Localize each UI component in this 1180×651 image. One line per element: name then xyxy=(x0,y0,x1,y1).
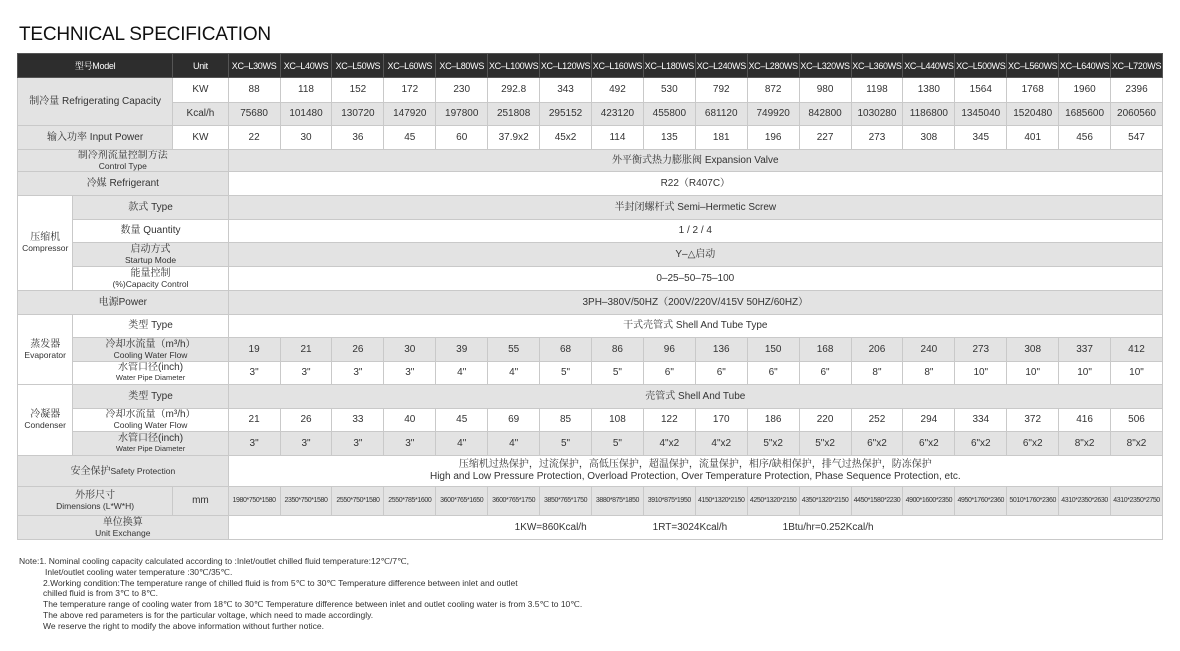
dimensions-label: 外形尺寸 Dimensions (L*W*H) xyxy=(18,487,173,516)
value-cell: 6" xyxy=(695,362,747,385)
value-cell: 6"x2 xyxy=(1007,432,1059,456)
value-cell: 30 xyxy=(384,338,436,362)
value-cell: 4" xyxy=(488,362,540,385)
compressor-start-row xyxy=(18,243,1163,267)
value-cell: 170 xyxy=(695,409,747,432)
value-cell: 2550*785*1600 xyxy=(384,487,436,516)
value-cell: 3" xyxy=(280,362,332,385)
value-cell: 206 xyxy=(851,338,903,362)
model-cell: XC–L360WS xyxy=(851,54,903,78)
value-cell: 1030280 xyxy=(851,103,903,126)
value-cell: 60 xyxy=(436,126,488,150)
control-label: 制冷剂流量控制方法 Control Type xyxy=(18,150,229,172)
value-cell: 86 xyxy=(591,338,643,362)
safety-row xyxy=(18,456,1163,487)
value-cell: 227 xyxy=(799,126,851,150)
value-cell: 980 xyxy=(799,78,851,103)
compressor-cap-row xyxy=(18,267,1163,291)
value-cell: 4" xyxy=(436,432,488,456)
value-cell: 6" xyxy=(799,362,851,385)
compressor-qty-row xyxy=(18,220,1163,243)
note-line: chilled fluid is from 3℃ to 8℃. xyxy=(43,588,158,599)
value-cell: 2350*750*1580 xyxy=(280,487,332,516)
value-cell: 792 xyxy=(695,78,747,103)
value-cell: 108 xyxy=(591,409,643,432)
value-cell: 152 xyxy=(332,78,384,103)
value-cell: 3910*875*1950 xyxy=(643,487,695,516)
model-cell: XC–L320WS xyxy=(799,54,851,78)
value-cell: 401 xyxy=(1007,126,1059,150)
value-cell: 10" xyxy=(1059,362,1111,385)
value-cell: 19 xyxy=(228,338,280,362)
value-cell: 456 xyxy=(1059,126,1111,150)
condenser-pipe-label: 水管口径(inch) Water Pipe Diameter xyxy=(73,432,228,456)
value-cell: 6" xyxy=(747,362,799,385)
value-cell: 3600*765*1750 xyxy=(488,487,540,516)
value-cell: 45 xyxy=(384,126,436,150)
value-cell: 2550*750*1580 xyxy=(332,487,384,516)
value-cell: 3" xyxy=(228,362,280,385)
value-cell: 136 xyxy=(695,338,747,362)
model-cell: XC–L100WS xyxy=(488,54,540,78)
value-cell: 230 xyxy=(436,78,488,103)
value-cell: 21 xyxy=(228,409,280,432)
note-line: The temperature range of cooling water from 18℃ to 30℃ Temperature difference between inlet and outlet cooling water is from 3.5℃ to 10℃. xyxy=(43,599,583,610)
evaporator-flow-label: 冷却水流量（m³/h） Cooling Water Flow xyxy=(73,338,228,362)
value-cell: 26 xyxy=(332,338,384,362)
value-cell: 530 xyxy=(643,78,695,103)
evaporator-type-row xyxy=(18,315,1163,338)
value-cell: 295152 xyxy=(540,103,592,126)
evaporator-type-label: 类型 Type xyxy=(73,315,228,338)
value-cell: 3" xyxy=(384,432,436,456)
value-cell: 114 xyxy=(591,126,643,150)
value-cell: 1960 xyxy=(1059,78,1111,103)
model-cell: XC–L640WS xyxy=(1059,54,1111,78)
value-cell: 3" xyxy=(332,432,384,456)
value-cell: 8" xyxy=(903,362,955,385)
model-cell: XC–L40WS xyxy=(280,54,332,78)
model-header: 型号Model xyxy=(18,54,173,78)
value-cell: 273 xyxy=(851,126,903,150)
value-cell: 5" xyxy=(591,432,643,456)
condenser-flow-label: 冷却水流量（m³/h） Cooling Water Flow xyxy=(73,409,228,432)
value-cell: 68 xyxy=(540,338,592,362)
value-cell: 5"x2 xyxy=(747,432,799,456)
model-cell: XC–L720WS xyxy=(1111,54,1163,78)
value-cell: 547 xyxy=(1111,126,1163,150)
value-cell: 4310*2350*2750 xyxy=(1111,487,1163,516)
value-cell: 4" xyxy=(436,362,488,385)
value-cell: 334 xyxy=(955,409,1007,432)
value-cell: 172 xyxy=(384,78,436,103)
value-cell: 220 xyxy=(799,409,851,432)
value-cell: 8"x2 xyxy=(1111,432,1163,456)
note-line: The above red parameters is for the particular voltage, which need to made accordingly. xyxy=(43,609,374,620)
compressor-qty-label: 数量 Quantity xyxy=(73,220,228,243)
value-cell: 36 xyxy=(332,126,384,150)
value-cell: 506 xyxy=(1111,409,1163,432)
refrigerant-label: 冷媒 Refrigerant xyxy=(18,172,229,196)
unit-header: Unit xyxy=(173,54,228,78)
compressor-type-label: 款式 Type xyxy=(73,196,228,220)
value-cell: 273 xyxy=(955,338,1007,362)
page-title: TECHNICAL SPECIFICATION xyxy=(19,24,271,45)
value-cell: 1186800 xyxy=(903,103,955,126)
note-line: We reserve the right to modify the above information without further notice. xyxy=(43,620,324,631)
value-cell: 4" xyxy=(488,432,540,456)
unit-cell: Kcal/h xyxy=(173,103,228,126)
note-line: 2.Working condition:The temperature range of chilled fluid is from 5℃ to 30℃ Temperature difference between inlet and outlet xyxy=(43,577,518,588)
value-cell: 749920 xyxy=(747,103,799,126)
value-cell: 4"x2 xyxy=(695,432,747,456)
value-cell: 343 xyxy=(540,78,592,103)
value-cell: 292.8 xyxy=(488,78,540,103)
value-cell: 3" xyxy=(280,432,332,456)
value-cell: 88 xyxy=(228,78,280,103)
value-cell: 423120 xyxy=(591,103,643,126)
refrigerant-row xyxy=(18,172,1163,196)
value-cell: 5" xyxy=(540,362,592,385)
note-line: Note:1. Nominal cooling capacity calculated according to :Inlet/outlet chilled fluid temperature:12℃/7℃, xyxy=(19,556,409,566)
value-cell: 5" xyxy=(540,432,592,456)
value-cell: 186 xyxy=(747,409,799,432)
value-cell: 416 xyxy=(1059,409,1111,432)
model-cell: XC–L120WS xyxy=(540,54,592,78)
value-cell: 1564 xyxy=(955,78,1007,103)
compressor-label: 压缩机 Compressor xyxy=(18,196,73,291)
value-cell: 3880*875*1850 xyxy=(591,487,643,516)
value-cell: 39 xyxy=(436,338,488,362)
value-cell: 3850*765*1750 xyxy=(540,487,592,516)
capacity-label: 制冷量 Refrigerating Capacity xyxy=(18,78,173,126)
value-cell: 3" xyxy=(332,362,384,385)
value-cell: 45 xyxy=(436,409,488,432)
value-cell: 30 xyxy=(280,126,332,150)
compressor-cap-value: 0–25–50–75–100 xyxy=(228,267,1162,291)
evaporator-type-value: 干式壳管式 Shell And Tube Type xyxy=(228,315,1162,338)
power-label: 电源Power xyxy=(18,291,229,315)
value-cell: 168 xyxy=(799,338,851,362)
unit-cell: KW xyxy=(173,78,228,103)
power-row xyxy=(18,291,1163,315)
value-cell: 492 xyxy=(591,78,643,103)
spec-table xyxy=(17,53,1163,540)
value-cell: 294 xyxy=(903,409,955,432)
unit-cell: KW xyxy=(173,126,228,150)
value-cell: 4900*1600*2350 xyxy=(903,487,955,516)
value-cell: 1685600 xyxy=(1059,103,1111,126)
value-cell: 4250*1320*2150 xyxy=(747,487,799,516)
value-cell: 1768 xyxy=(1007,78,1059,103)
model-cell: XC–L50WS xyxy=(332,54,384,78)
value-cell: 372 xyxy=(1007,409,1059,432)
value-cell: 150 xyxy=(747,338,799,362)
value-cell: 6"x2 xyxy=(955,432,1007,456)
value-cell: 10" xyxy=(1111,362,1163,385)
refrigerant-value: R22（R407C） xyxy=(228,172,1162,196)
model-cell: XC–L500WS xyxy=(955,54,1007,78)
compressor-qty-value: 1 / 2 / 4 xyxy=(228,220,1162,243)
unit-cell: mm xyxy=(173,487,228,516)
notes xyxy=(19,556,582,632)
value-cell: 147920 xyxy=(384,103,436,126)
value-cell: 45x2 xyxy=(540,126,592,150)
value-cell: 5" xyxy=(591,362,643,385)
unit-exchange-row xyxy=(18,516,1163,540)
value-cell: 4350*1320*2150 xyxy=(799,487,851,516)
value-cell: 4450*1580*2230 xyxy=(851,487,903,516)
value-cell: 1980*750*1580 xyxy=(228,487,280,516)
value-cell: 4150*1320*2150 xyxy=(695,487,747,516)
value-cell: 4310*2350*2630 xyxy=(1059,487,1111,516)
value-cell: 5"x2 xyxy=(799,432,851,456)
input-power-row xyxy=(18,126,1163,150)
value-cell: 681120 xyxy=(695,103,747,126)
condenser-label: 冷凝器 Condenser xyxy=(18,385,73,456)
value-cell: 3" xyxy=(384,362,436,385)
value-cell: 345 xyxy=(955,126,1007,150)
condenser-pipe-row xyxy=(18,432,1163,456)
input-power-label: 输入功率 Input Power xyxy=(18,126,173,150)
value-cell: 308 xyxy=(903,126,955,150)
value-cell: 40 xyxy=(384,409,436,432)
condenser-flow-row xyxy=(18,409,1163,432)
model-cell: XC–L440WS xyxy=(903,54,955,78)
condenser-type-row xyxy=(18,385,1163,409)
value-cell: 3600*765*1650 xyxy=(436,487,488,516)
value-cell: 122 xyxy=(643,409,695,432)
value-cell: 5010*1760*2360 xyxy=(1007,487,1059,516)
capacity-kcal-row xyxy=(18,103,1163,126)
header-row xyxy=(18,54,1163,78)
value-cell: 1198 xyxy=(851,78,903,103)
unit-exchange-label: 单位换算 Unit Exchange xyxy=(18,516,229,540)
value-cell: 10" xyxy=(1007,362,1059,385)
value-cell: 1520480 xyxy=(1007,103,1059,126)
compressor-type-value: 半封闭螺杆式 Semi–Hermetic Screw xyxy=(228,196,1162,220)
dimensions-row xyxy=(18,487,1163,516)
value-cell: 6" xyxy=(643,362,695,385)
value-cell: 2060560 xyxy=(1111,103,1163,126)
value-cell: 181 xyxy=(695,126,747,150)
control-value: 外平衡式热力膨胀阀 Expansion Valve xyxy=(228,150,1162,172)
value-cell: 4"x2 xyxy=(643,432,695,456)
model-cell: XC–L80WS xyxy=(436,54,488,78)
note-line: Inlet/outlet cooling water temperature :30℃/35℃. xyxy=(45,566,233,577)
evaporator-label: 蒸发器 Evaporator xyxy=(18,315,73,385)
value-cell: 55 xyxy=(488,338,540,362)
value-cell: 3" xyxy=(228,432,280,456)
value-cell: 8" xyxy=(851,362,903,385)
value-cell: 1345040 xyxy=(955,103,1007,126)
value-cell: 197800 xyxy=(436,103,488,126)
value-cell: 75680 xyxy=(228,103,280,126)
value-cell: 842800 xyxy=(799,103,851,126)
value-cell: 4950*1760*2360 xyxy=(955,487,1007,516)
value-cell: 10" xyxy=(955,362,1007,385)
value-cell: 85 xyxy=(540,409,592,432)
unit-exchange-value: 1KW=860Kcal/h 1RT=3024Kcal/h 1Btu/hr=0.252Kcal/h xyxy=(228,516,1162,540)
model-cell: XC–L560WS xyxy=(1007,54,1059,78)
value-cell: 26 xyxy=(280,409,332,432)
value-cell: 2396 xyxy=(1111,78,1163,103)
value-cell: 1380 xyxy=(903,78,955,103)
value-cell: 337 xyxy=(1059,338,1111,362)
capacity-kw-row xyxy=(18,78,1163,103)
compressor-start-label: 启动方式 Startup Mode xyxy=(73,243,228,267)
model-cell: XC–L160WS xyxy=(591,54,643,78)
value-cell: 6"x2 xyxy=(903,432,955,456)
value-cell: 22 xyxy=(228,126,280,150)
value-cell: 135 xyxy=(643,126,695,150)
value-cell: 96 xyxy=(643,338,695,362)
model-cell: XC–L60WS xyxy=(384,54,436,78)
value-cell: 251808 xyxy=(488,103,540,126)
value-cell: 8"x2 xyxy=(1059,432,1111,456)
value-cell: 33 xyxy=(332,409,384,432)
model-cell: XC–L180WS xyxy=(643,54,695,78)
value-cell: 196 xyxy=(747,126,799,150)
value-cell: 308 xyxy=(1007,338,1059,362)
power-value: 3PH–380V/50HZ（200V/220V/415V 50HZ/60HZ） xyxy=(228,291,1162,315)
model-cell: XC–L280WS xyxy=(747,54,799,78)
safety-value: 压缩机过热保护，过流保护，高低压保护，超温保护，流量保护，相序/缺相保护，排气过热保护，防冻保护 High and Low Pressure Protection, Overload Protection, Over Temperature Protection, Phase Sequence Protection, etc. xyxy=(228,456,1162,487)
condenser-type-label: 类型 Type xyxy=(73,385,228,409)
control-row xyxy=(18,150,1163,172)
value-cell: 69 xyxy=(488,409,540,432)
value-cell: 21 xyxy=(280,338,332,362)
value-cell: 412 xyxy=(1111,338,1163,362)
evaporator-flow-row xyxy=(18,338,1163,362)
condenser-type-value: 壳管式 Shell And Tube xyxy=(228,385,1162,409)
value-cell: 101480 xyxy=(280,103,332,126)
compressor-type-row xyxy=(18,196,1163,220)
evaporator-pipe-label: 水管口径(inch) Water Pipe Diameter xyxy=(73,362,228,385)
value-cell: 252 xyxy=(851,409,903,432)
value-cell: 240 xyxy=(903,338,955,362)
safety-label: 安全保护Safety Protection xyxy=(18,456,229,487)
value-cell: 118 xyxy=(280,78,332,103)
model-cell: XC–L240WS xyxy=(695,54,747,78)
evaporator-pipe-row xyxy=(18,362,1163,385)
value-cell: 455800 xyxy=(643,103,695,126)
value-cell: 130720 xyxy=(332,103,384,126)
compressor-cap-label: 能量控制 (%)Capacity Control xyxy=(73,267,228,291)
value-cell: 872 xyxy=(747,78,799,103)
compressor-start-value: Y–△启动 xyxy=(228,243,1162,267)
value-cell: 37.9x2 xyxy=(488,126,540,150)
model-cell: XC–L30WS xyxy=(228,54,280,78)
value-cell: 6"x2 xyxy=(851,432,903,456)
